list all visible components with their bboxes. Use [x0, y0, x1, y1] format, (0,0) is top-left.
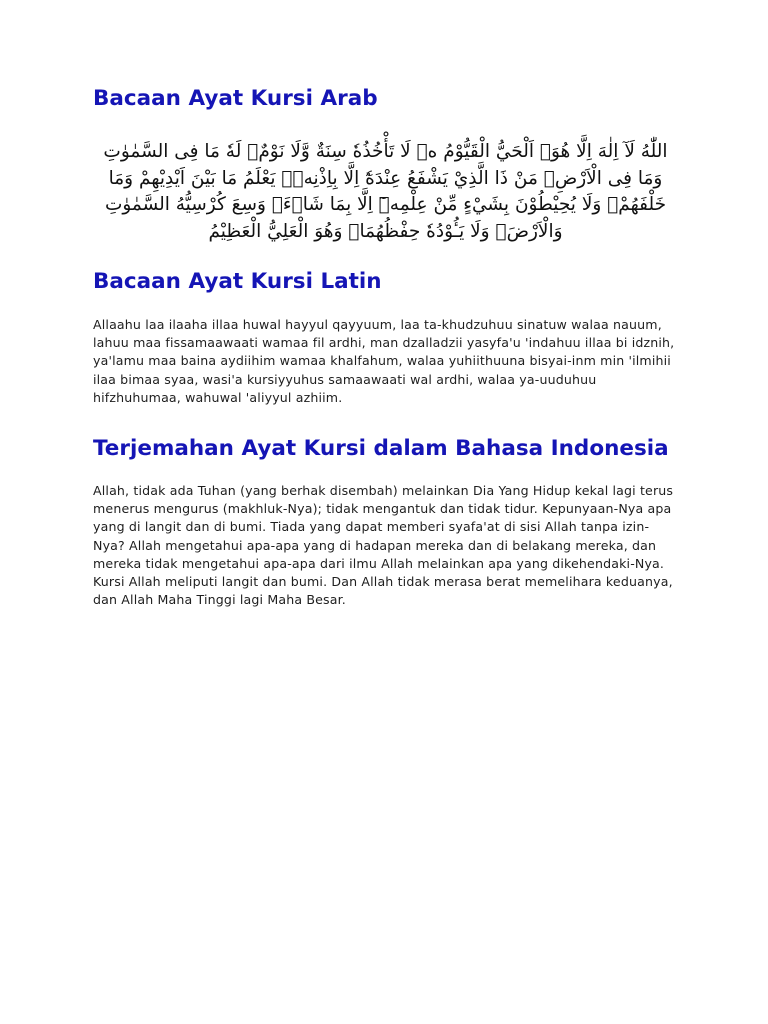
- indonesian-translation-text: Allah, tidak ada Tuhan (yang berhak disembah) melainkan Dia Yang Hidup kekal lagi terus menerus mengurus (makhluk-Nya); tidak mengantuk dan tidak tidur. Kepunyaan-Nya apa yang di langit dan di bumi. Tiada yang dapat memberi syafa'at di sisi Allah tanpa izin-Nya? Allah mengetahui apa-apa yang di hadapan mereka dan di belakang mereka, dan mereka tidak mengetahui apa-apa dari ilmu Allah melainkan apa yang dikehendaki-Nya. Kursi Allah meliputi langit dan bumi. Dan Allah tidak merasa berat memelihara keduanya, dan Allah Maha Tinggi lagi Maha Besar.: [93, 483, 674, 608]
- section-title-arab: Bacaan Ayat Kursi Arab: [93, 86, 378, 111]
- latin-transliteration-text: Allaahu laa ilaaha illaa huwal hayyul qayyuum, laa ta-khudzuhuu sinatuw walaa nauum, lahuu maa fissamaawaati wamaa fil ardhi, man dzalladzii yasyfa'u 'indahuu illaa bi idznih, ya'lamu maa baina aydiihim wamaa khalfahum, walaa yuhiithuuna bisyai-inm min 'ilmihii ilaa bimaa syaa, wasi'a kursiyyuhus samaawaati wal ardhi, walaa ya-uuduhuu hifzhuhumaa, wahuwal 'aliyyul azhiim.: [93, 317, 675, 405]
- section-title-terjemahan: Terjemahan Ayat Kursi dalam Bahasa Indonesia: [93, 436, 669, 462]
- document-page: [93, 84, 678, 609]
- arabic-verse-text: اللّٰهُ لَآ اِلٰهَ اِلَّا هُوَۚ اَلْحَيُّ الْقَيُّوْمُ ەۚ لَا تَأْخُذُهٗ سِنَةٌ وَّلَا نَوْمٌۗ لَهٗ مَا فِى السَّمٰوٰتِ وَمَا فِى الْاَرْضِۗ مَنْ ذَا الَّذِيْ يَشْفَعُ عِنْدَهٗٓ اِلَّا بِاِذْنِهٖۗ يَعْلَمُ مَا بَيْنَ اَيْدِيْهِمْ وَمَا خَلْفَهُمْۚ وَلَا يُحِيْطُوْنَ بِشَيْءٍ مِّنْ عِلْمِهٖٓ اِلَّا بِمَا شَاۤءَۚ وَسِعَ كُرْسِيُّهُ السَّمٰوٰتِ وَالْاَرْضَۚ وَلَا يَـُٔوْدُهٗ حِفْظُهُمَاۚ وَهُوَ الْعَلِيُّ الْعَظِيْمُ: [103, 141, 668, 242]
- section-title-latin: Bacaan Ayat Kursi Latin: [93, 269, 382, 294]
